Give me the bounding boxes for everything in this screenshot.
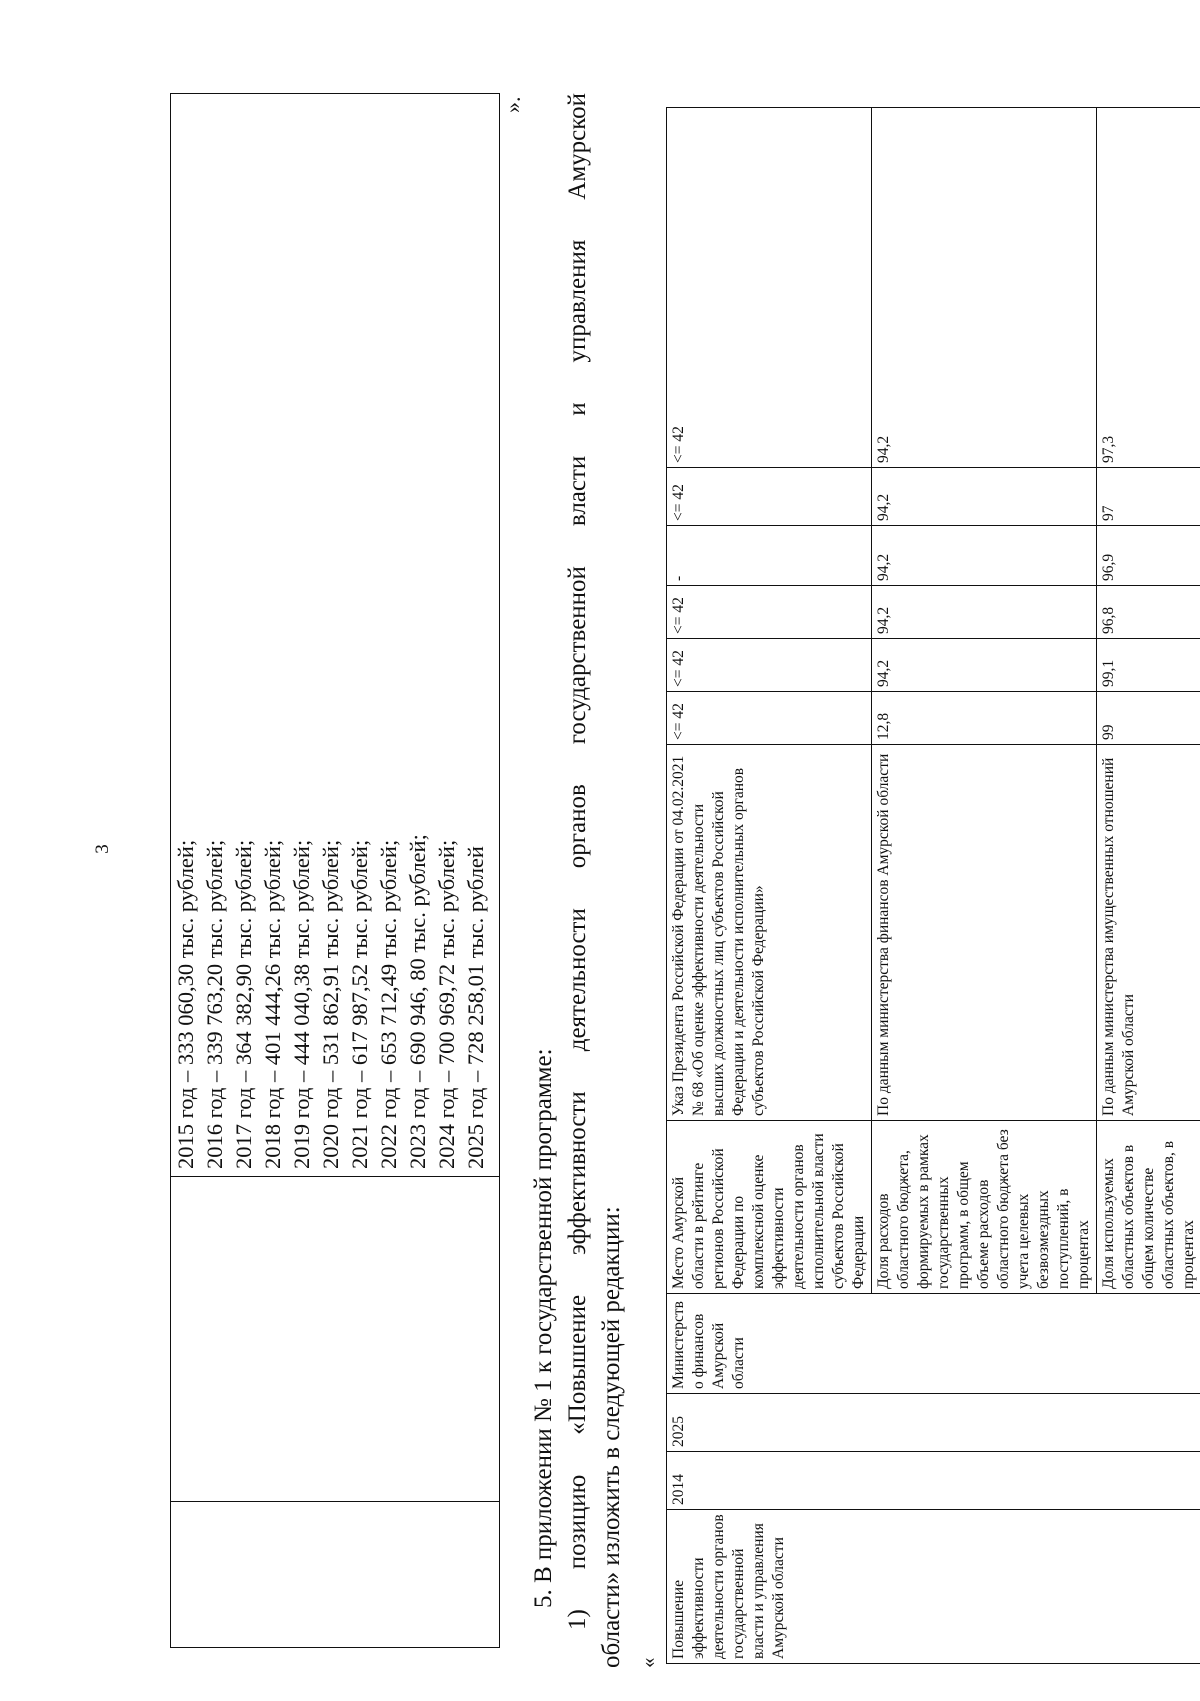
- value-cell: 94,2: [872, 468, 1097, 526]
- budget-line: 2016 год – 339 763,20 тыс. рублей;: [202, 839, 227, 1169]
- value-cell: 94,2: [872, 526, 1097, 586]
- executor-cell: Министерство финансов Амурской области: [667, 1294, 1200, 1394]
- year-start-cell: 2014: [667, 1452, 1200, 1510]
- indicators-table: [666, 107, 1200, 1664]
- indicator-cell: Доля расходов областного бюджета, формируемых в рамках государственных программ, в общем объеме расходов областного бюджета без учета целевых безвозмездных поступлений, в процентах: [872, 1121, 1097, 1294]
- rotated-page-content: [170, 88, 1197, 1668]
- value-cell: <= 42: [667, 108, 872, 468]
- value-cell: 96,9: [1097, 526, 1200, 586]
- indicator-cell: Доля используемых областных объектов в общем количестве областных объектов, в процентах: [1097, 1121, 1200, 1294]
- year-end-cell: 2025: [667, 1394, 1200, 1452]
- value-cell: 94,2: [872, 108, 1097, 468]
- indicator-cell: Место Амурской области в рейтинге регионов Российской Федерации по комплексной оценке эффективности деятельности органов исполнительной власти субъектов Российской Федерации: [667, 1121, 872, 1294]
- budget-line: 2017 год – 364 382,90 тыс. рублей;: [231, 839, 256, 1169]
- source-cell: По данным министерства имущественных отношений Амурской области: [1097, 745, 1200, 1121]
- budget-line: 2024 год – 700 969,72 тыс. рублей;: [434, 839, 459, 1169]
- value-cell: 96,8: [1097, 586, 1200, 639]
- value-cell: 94,2: [872, 586, 1097, 639]
- page-number: 3: [92, 844, 113, 854]
- source-cell: Указ Президента Российской Федерации от 04.02.2021 № 68 «Об оценке эффективности деятельности высших должностных лиц субъектов Российской Федерации и деятельности исполнительных органов субъектов Российской Федерации»: [667, 745, 872, 1121]
- source-cell: По данным министерства финансов Амурской области: [872, 745, 1097, 1121]
- opening-quote: «: [636, 1657, 660, 1668]
- closing-quote: ».: [500, 96, 525, 113]
- item-line-1: 1) позицию «Повышение эффективности деятельности органов государственной власти и управления Амурской: [564, 93, 591, 1630]
- section-heading: 5. В приложении № 1 к государственной программе:: [530, 1048, 557, 1608]
- budget-lines: [171, 834, 490, 1169]
- budget-line: 2023 год – 690 946, 80 тыс. рублей;: [405, 834, 430, 1169]
- budget-table: [170, 93, 500, 1648]
- program-name-cell: Повышение эффективности деятельности органов государственной власти и управления Амурской области: [667, 1510, 1200, 1664]
- budget-line: 2019 год – 444 040,38 тыс. рублей;: [289, 839, 314, 1169]
- budget-table-cell-empty-1: [171, 1501, 499, 1647]
- budget-line: 2020 год – 531 862,91 тыс. рублей;: [318, 839, 343, 1169]
- value-cell: <= 42: [667, 639, 872, 692]
- value-cell: 12,8: [872, 692, 1097, 745]
- budget-line: 2025 год – 728 258,01 тыс. рублей: [463, 846, 488, 1169]
- value-cell: -: [667, 526, 872, 586]
- budget-table-cell-empty-2: [171, 1176, 499, 1502]
- value-cell: 97,3: [1097, 108, 1200, 468]
- value-cell: <= 42: [667, 692, 872, 745]
- budget-line: 2022 год – 653 712,49 тыс. рублей;: [376, 839, 401, 1169]
- item-line-2: области» изложить в следующей редакции:: [598, 1206, 625, 1668]
- value-cell: <= 42: [667, 586, 872, 639]
- budget-line: 2021 год – 617 987,52 тыс. рублей;: [347, 839, 372, 1169]
- budget-line: 2018 год – 401 444,26 тыс. рублей;: [260, 839, 285, 1169]
- value-cell: 99,1: [1097, 639, 1200, 692]
- value-cell: <= 42: [667, 468, 872, 526]
- value-cell: 99: [1097, 692, 1200, 745]
- value-cell: 94,2: [872, 639, 1097, 692]
- budget-line: 2015 год – 333 060,30 тыс. рублей;: [173, 839, 198, 1169]
- table-row: [667, 108, 872, 1664]
- value-cell: 97: [1097, 468, 1200, 526]
